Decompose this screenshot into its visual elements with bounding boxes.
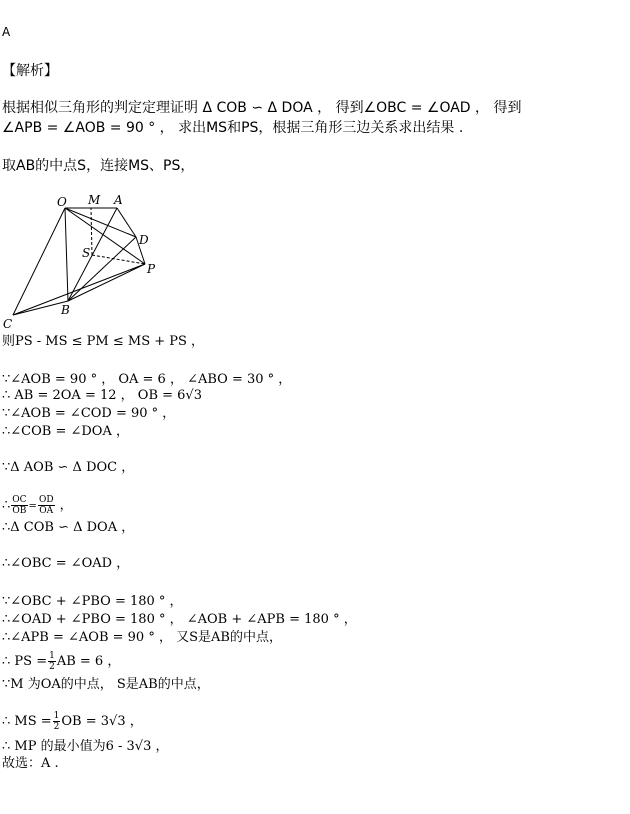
step-14: ∵M 为OA的中点， S是AB的中点， <box>2 677 210 692</box>
analysis-heading: 【解析】 <box>2 63 58 79</box>
take-midpoint-line: 取AB的中点S，连接MS、PS， <box>2 158 195 174</box>
fraction-od-oa <box>38 495 55 516</box>
step-9: ∴∠OBC = ∠OAD ， <box>2 556 130 571</box>
segment-DB <box>68 237 136 301</box>
geometry-diagram <box>0 188 175 333</box>
segment-SP-dashed <box>92 255 145 264</box>
step-17-conclusion: 故选：A . <box>2 756 59 771</box>
fraction-denominator: OB <box>12 506 27 516</box>
intro-line-2: ∠APB = ∠AOB = 90 ° ， 求出MS和PS，根据三角形三边关系求出结果 . <box>2 120 464 136</box>
fraction-one-half <box>48 651 56 672</box>
label-O: O <box>57 195 67 209</box>
step-1: 则PS - MS ≤ PM ≤ MS + PS ， <box>2 334 205 349</box>
label-A: A <box>114 193 123 207</box>
step-11: ∴∠OAD + ∠PBO = 180 ° ， ∠AOB + ∠APB = 180 ° ， <box>2 612 357 627</box>
fraction-denominator: 2 <box>53 722 60 732</box>
step-13-prefix: ∴ PS = <box>2 654 48 669</box>
step-3: ∴ AB = 2OA = 12 ， OB = 6√3 <box>2 388 202 403</box>
step-7-ratio <box>2 494 73 519</box>
step-13 <box>2 650 120 674</box>
fraction-numerator: 1 <box>53 711 60 721</box>
step-7-suffix: ， <box>55 498 73 513</box>
label-D: D <box>139 233 149 247</box>
step-6: ∵Δ AOB ∽ Δ DOC ， <box>2 460 135 475</box>
label-S: S <box>82 246 91 260</box>
label-C: C <box>3 317 13 331</box>
fraction-oc-ob <box>11 495 27 516</box>
step-2: ∵∠AOB = 90 ° ， OA = 6 ， ∠ABO = 30 ° ， <box>2 372 292 387</box>
step-4: ∵∠AOB = ∠COD = 90 ° ， <box>2 406 176 421</box>
fraction-one-half <box>53 711 61 732</box>
step-12: ∴∠APB = ∠AOB = 90 ° ， 又S是AB的中点， <box>2 630 282 645</box>
fraction-denominator: OA <box>39 506 54 516</box>
step-15-prefix: ∴ MS = <box>2 714 52 729</box>
intro-line-1: 根据相似三角形的判定定理证明 Δ COB ∽ Δ DOA ， 得到∠OBC = ∠OAD ， 得到 <box>2 100 522 116</box>
label-M: M <box>88 193 101 207</box>
answer-letter: A <box>2 25 11 39</box>
step-5: ∴∠COB = ∠DOA ， <box>2 424 129 439</box>
segment-OB <box>65 208 68 301</box>
step-15 <box>2 710 143 734</box>
step-16: ∴ MP 的最小值为6 - 3√3 ， <box>2 739 169 754</box>
segment-AB <box>68 208 117 301</box>
fraction-denominator: 2 <box>49 662 55 672</box>
segment-BP <box>68 264 145 301</box>
fraction-numerator: OC <box>12 495 27 505</box>
step-7-prefix: ∴ <box>2 498 11 513</box>
label-P: P <box>147 262 156 276</box>
step-13-suffix: AB = 6 ， <box>56 654 121 669</box>
segment-CP <box>13 264 145 315</box>
equals-sign: = <box>28 501 37 512</box>
fraction-numerator: OD <box>38 495 54 505</box>
label-B: B <box>61 303 70 317</box>
segment-CB <box>13 301 68 315</box>
segment-SM-dashed <box>91 208 92 255</box>
step-10: ∵∠OBC + ∠PBO = 180 ° ， <box>2 594 183 609</box>
segment-OC <box>13 208 65 315</box>
fraction-numerator: 1 <box>49 651 55 661</box>
step-8: ∴Δ COB ∽ Δ DOA ， <box>2 520 135 535</box>
step-15-suffix: OB = 3√3 ， <box>61 714 143 729</box>
